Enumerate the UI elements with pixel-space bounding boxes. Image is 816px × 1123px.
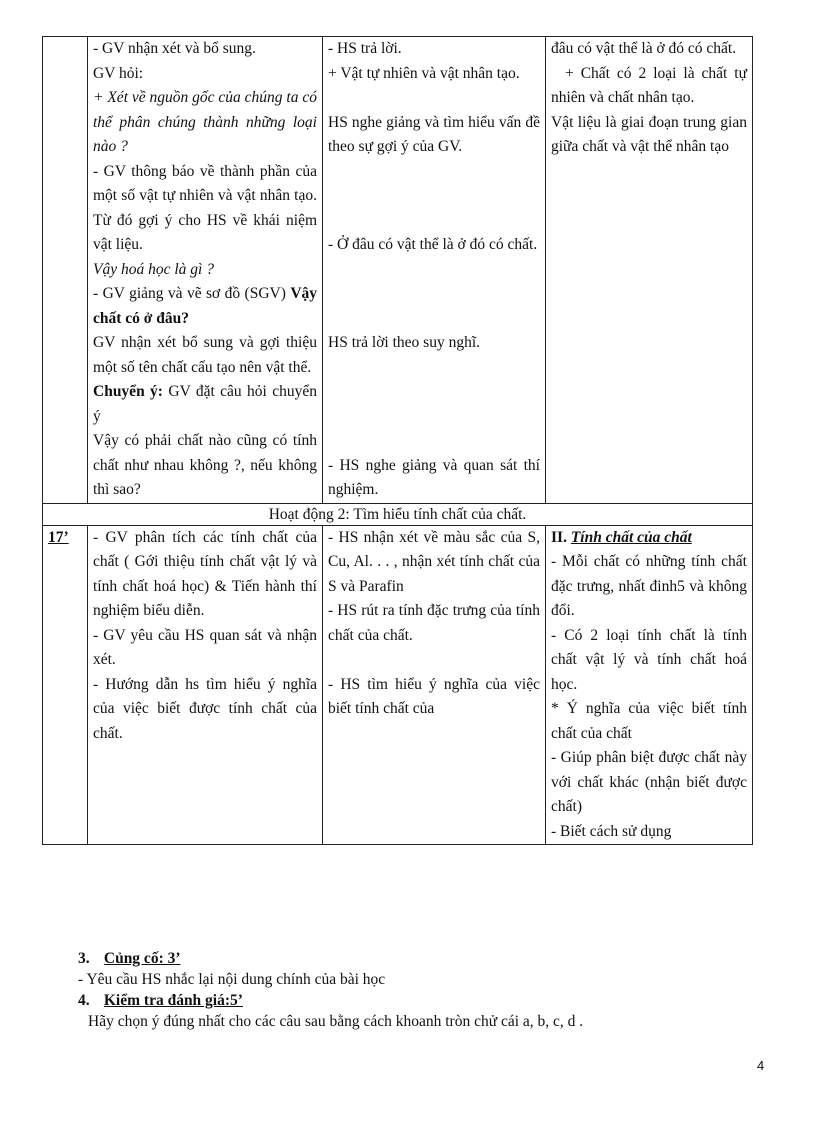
table-row [43,37,753,504]
section-3-text: - Yêu cầu HS nhắc lại nội dung chính của bài học [78,971,386,988]
section-row [43,503,753,525]
content-line: đâu có vật thể là ở đó có chất. [551,40,737,57]
teacher-line: - Hướng dẫn hs tìm hiểu ý nghĩa của việc biết được tính chất của chất. [93,675,317,742]
section-3-heading [78,948,778,969]
student-line: HS nghe giảng và tìm hiểu vấn đề theo sự gợi ý của GV. [328,113,540,155]
section-4-number: 4. [78,992,90,1009]
section-heading: Tính chất của chất [570,528,692,546]
student-line: HS trả lời theo suy nghĩ. [328,334,480,351]
section-4-heading [78,990,778,1011]
after-table-section [78,948,778,1032]
content-line: - Có 2 loại tính chất là tính chất vật lý và tính chất hoá học. [551,626,747,693]
time-cell [43,525,88,845]
student-line: - Ở đâu có vật thể là ở đó có chất. [328,236,538,253]
transition-label: Chuyển ý: [93,383,163,400]
student-activity-cell [323,525,546,845]
teacher-line: GV nhận xét bổ sung và gợi thiệu một số tên chất cấu tạo nên vật thể. [93,334,317,376]
teacher-line: GV đặt câu hỏi chuyển ý [93,383,318,425]
time-value: 17’ [48,528,69,546]
teacher-line: - GV yêu cầu HS quan sát và nhận xét. [93,626,317,668]
student-line: - HS rút ra tính đặc trưng của tính chất của chất. [328,602,540,644]
teacher-activity-cell [88,525,323,845]
section-number: II. [551,528,567,546]
time-cell [43,37,88,504]
teacher-line: - GV giảng và vẽ sơ đồ (SGV) [93,285,286,302]
teacher-line: GV hỏi: [93,64,144,82]
content-line: Vật liệu là giai đoạn trung gian giữa chất và vật thể nhân tạo [551,113,747,155]
teacher-question: + Xét về nguồn gốc của chúng ta có thể phân chúng thành những loại nào ? [93,89,317,155]
table-row [43,525,753,845]
teacher-line: - GV thông báo về thành phần của một số vật tự nhiên và vật nhân tạo. Từ đó gợi ý cho HS về khái niệm vật liệu. [93,162,317,253]
content-line: - Biết cách sử dụng [551,822,672,840]
content-cell [546,37,753,504]
teacher-question: Vậy hoá học là gì ? [93,260,214,278]
content-line: + Chất có 2 loại là chất tự nhiên và chất nhân tạo. [551,64,747,106]
content-line: - Giúp phân biệt được chất này với chất khác (nhận biết được chất) [551,749,747,815]
student-line: - HS nghe giảng và quan sát thí nghiệm. [328,456,540,498]
lesson-table [42,36,753,845]
teacher-question: Vậy chất có ở đâu? [93,285,318,327]
page-number: 4 [757,1058,765,1073]
teacher-line: - GV nhận xét và bổ sung. [93,40,256,57]
activity-2-title: Hoạt động 2: Tìm hiểu tính chất của chất. [43,503,753,525]
section-3-title: Củng cố: 3’ [103,950,181,967]
content-cell [546,525,753,845]
teacher-line: Vậy có phải chất nào cũng có tính chất như nhau không ?, nếu không thì sao? [93,432,317,498]
section-4-text-row [78,1011,778,1032]
student-activity-cell [323,37,546,504]
section-4-text: Hãy chọn ý đúng nhất cho các câu sau bằng cách khoanh tròn chử cái a, b, c, d . [88,1013,584,1030]
student-line: - HS nhận xét về màu sắc của S, Cu, Al. . . , nhận xét tính chất của S và Parafin [328,528,540,595]
section-4-title: Kiểm tra đánh giá:5’ [103,992,243,1009]
section-3-number: 3. [78,950,90,967]
teacher-line: - GV phân tích các tính chất của chất ( Gới thiệu tính chất vật lý và tính chất hoá học) & Tiến hành thí nghiệm biểu diễn. [93,528,317,619]
section-3-text-row [0,969,778,990]
content-line: - Mỗi chất có những tính chất đặc trưng, nhất đinh5 và không đổi. [551,553,747,619]
content-line: * Ý nghĩa của việc biết tính chất của chất [551,700,747,742]
student-line: - HS tìm hiểu ý nghĩa của việc biết tính chất của [328,675,540,717]
student-line: + Vật tự nhiên và vật nhân tạo. [328,64,520,82]
student-line: - HS trả lời. [328,40,402,57]
teacher-activity-cell [88,37,323,504]
